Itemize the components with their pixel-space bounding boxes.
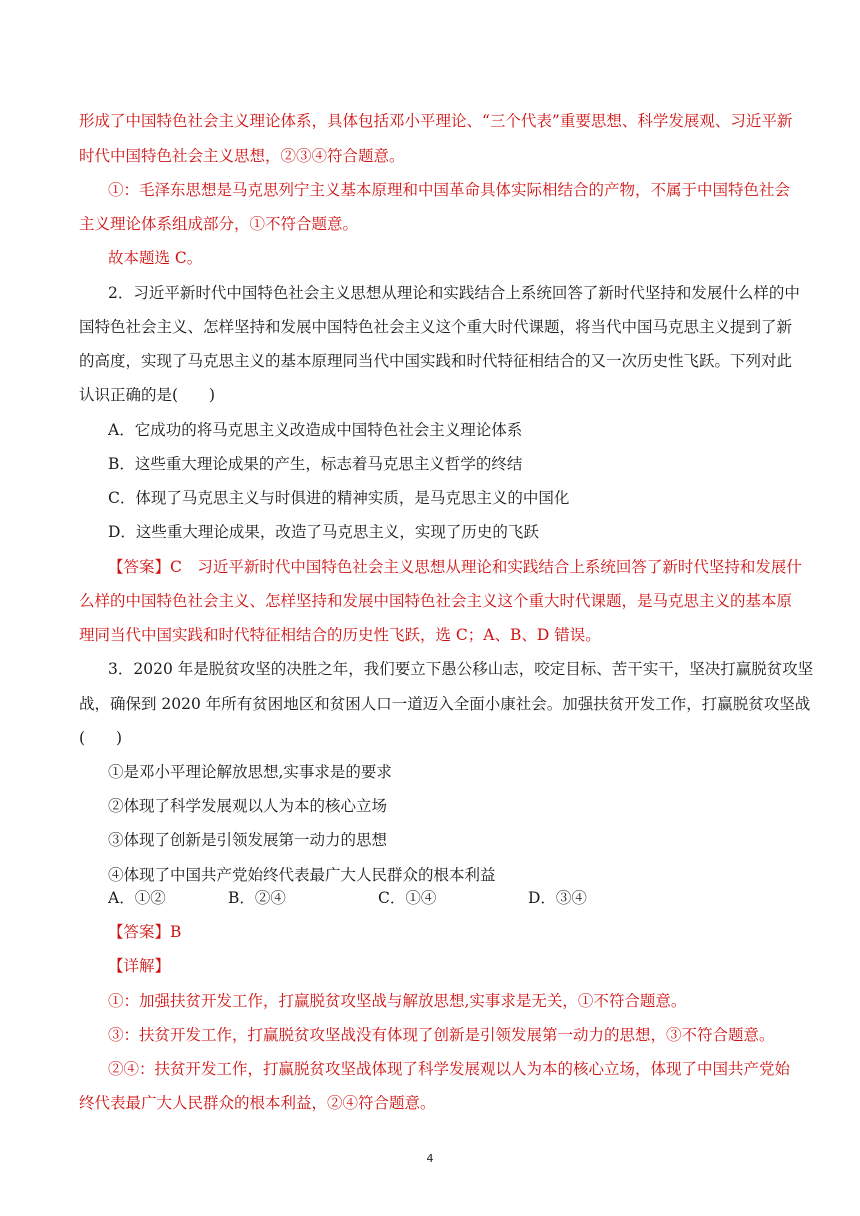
q2-option-c: C．体现了马克思主义与时俱进的精神实质，是马克思主义的中国化	[108, 489, 570, 507]
q2-option-d: D．这些重大理论成果，改造了马克思主义，实现了历史的飞跃	[108, 523, 539, 541]
q3-item-2: ②体现了科学发展观以人为本的核心立场	[108, 797, 388, 815]
q3-option-b: B．②④	[228, 889, 286, 907]
q2-option-b: B．这些重大理论成果的产生，标志着马克思主义哲学的终结	[108, 455, 523, 473]
q3-stem-line-2: 战，确保到 2020 年所有贫困地区和贫困人口一道迈入全面小康社会。加强扶贫开发工作，打赢脱贫攻坚战	[79, 695, 811, 713]
q3-option-a: A．①②	[108, 889, 166, 907]
q2-answer-line-1: 【答案】C 习近平新时代中国特色社会主义思想从理论和实践结合上系统回答了新时代坚持和发展什	[108, 558, 802, 576]
q3-option-d: D．③④	[528, 889, 587, 907]
q3-detail-3-line-2: 终代表最广大人民群众的根本利益，②④符合题意。	[79, 1094, 436, 1112]
carryover-line-1: 形成了中国特色社会主义理论体系，具体包括邓小平理论、“三个代表”重要思想、科学发展观、习近平新	[79, 112, 793, 130]
carryover-line-2: 时代中国特色社会主义思想，②③④符合题意。	[79, 147, 405, 165]
page-number: 4	[426, 1152, 434, 1165]
q2-option-a: A．它成功的将马克思主义改造成中国特色社会主义理论体系	[108, 421, 523, 439]
q3-answer: 【答案】B	[108, 923, 182, 941]
q2-stem-line-4: 认识正确的是( )	[79, 386, 216, 404]
q3-detail-2: ③：扶贫开发工作，打赢脱贫攻坚战没有体现了创新是引领发展第一动力的思想，③不符合题意。	[108, 1026, 775, 1044]
q3-stem-line-1: 3．2020 年是脱贫攻坚的决胜之年，我们要立下愚公移山志，咬定目标、苦干实干，坚决打赢脱贫攻坚	[108, 660, 814, 678]
q2-answer-line-2: 么样的中国特色社会主义、怎样坚持和发展中国特色社会主义这个重大时代课题，是马克思主义的基本原	[79, 592, 793, 610]
q2-stem-line-2: 国特色社会主义、怎样坚持和发展中国特色社会主义这个重大时代课题，将当代中国马克思主义提到了新	[79, 318, 793, 336]
q3-item-4: ④体现了中国共产党始终代表最广大人民群众的根本利益	[108, 866, 496, 884]
carryover-conclusion: 故本题选 C。	[108, 249, 203, 267]
carryover-note-line-2: 主义理论体系组成部分，①不符合题意。	[79, 215, 359, 233]
q3-item-3: ③体现了创新是引领发展第一动力的思想	[108, 831, 388, 849]
q3-detail-3-line-1: ②④：扶贫开发工作，打赢脱贫攻坚战体现了科学发展观以人为本的核心立场，体现了中国共产党始	[108, 1060, 791, 1078]
q3-option-c: C．①④	[378, 889, 437, 907]
q3-detail-1: ①：加强扶贫开发工作，打赢脱贫攻坚战与解放思想,实事求是无关，①不符合题意。	[108, 992, 687, 1010]
q2-answer-line-3: 理同当代中国实践和时代特征相结合的历史性飞跃，选 C；A、B、D 错误。	[79, 626, 601, 644]
q3-item-1: ①是邓小平理论解放思想,实事求是的要求	[108, 763, 392, 781]
q2-stem-line-1: 2．习近平新时代中国特色社会主义思想从理论和实践结合上系统回答了新时代坚持和发展什么样的中	[108, 284, 800, 302]
q2-stem-line-3: 的高度，实现了马克思主义的基本原理同当代中国实践和时代特征相结合的又一次历史性飞跃。下列对此	[79, 352, 793, 370]
carryover-note-line-1: ①：毛泽东思想是马克思列宁主义基本原理和中国革命具体实际相结合的产物，不属于中国特色社会	[108, 181, 791, 199]
q3-detail-label: 【详解】	[108, 957, 171, 975]
q3-stem-line-3: ( )	[79, 729, 123, 747]
q3-options-row	[108, 887, 708, 909]
